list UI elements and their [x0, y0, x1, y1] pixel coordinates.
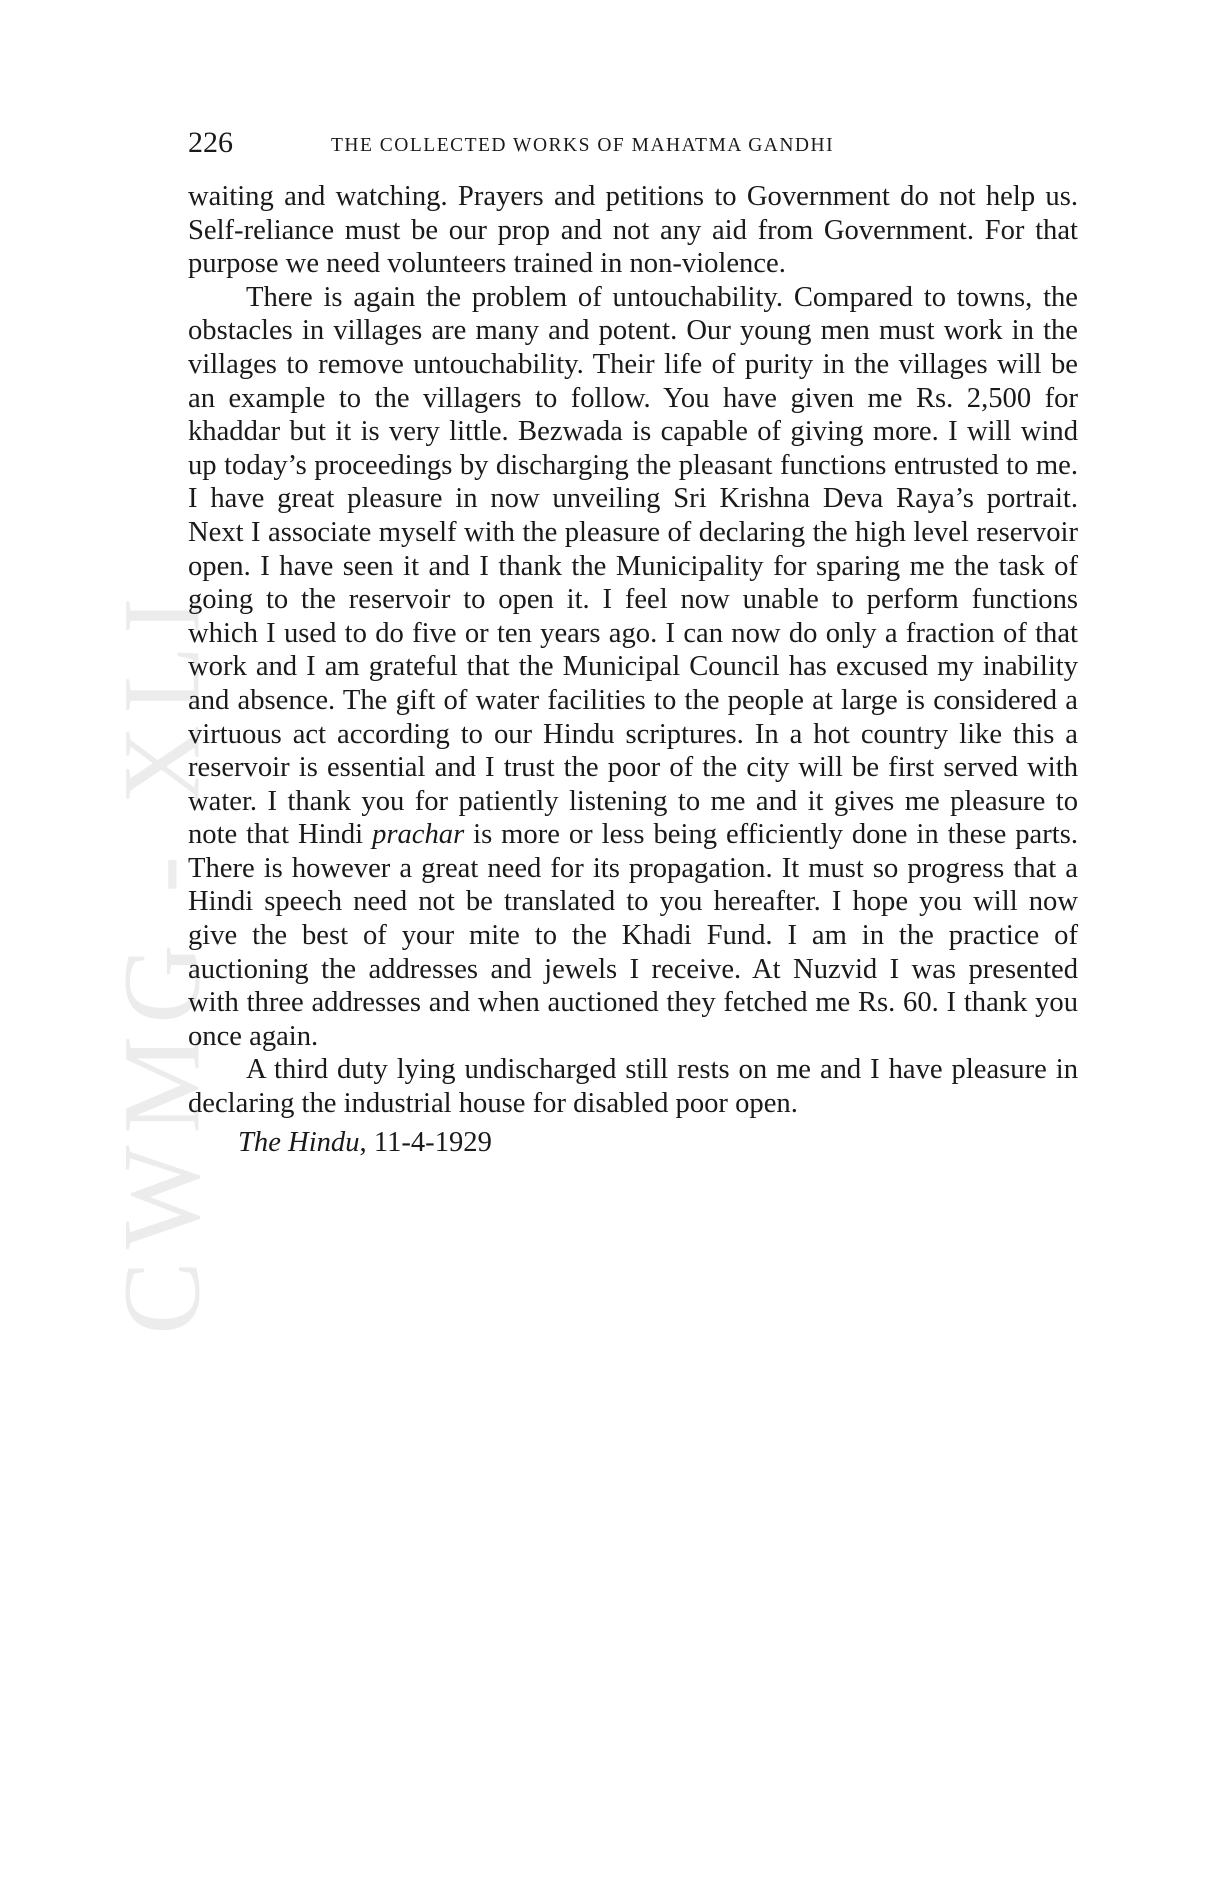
paragraph-2-italic-term: prachar: [372, 819, 465, 851]
source-citation: [188, 1126, 1078, 1160]
body-text: [188, 180, 1078, 1159]
watermark-text: CWMG - XLI: [100, 585, 223, 1335]
paragraph-3: A third duty lying undischarged still rests on me and I have pleasure in declaring the industrial house for disabled poor open.: [188, 1054, 1078, 1120]
book-title: THE COLLECTED WORKS OF MAHATMA GANDHI: [331, 135, 835, 156]
source-date: , 11-4-1929: [359, 1126, 492, 1158]
page-number: 226: [188, 126, 233, 159]
source-publication: The Hindu: [238, 1126, 360, 1158]
paragraph-2: [188, 281, 1078, 1054]
running-head: [188, 126, 1078, 166]
paragraph-2-text-a: There is again the problem of untouchability. Compared to towns, the obstacles in villages are many and potent. Our young men must work in the villages to remove untouchability. Their life of purity in the villages will be an example to the villagers to follow. You have given me Rs. 2,500 for khaddar but it is very little. Bezwada is capable of giving more. I will wind up today’s proceedings by discharging the pleasant functions entrusted to me. I have great pleasure in now unveiling Sri Krishna Deva Raya’s portrait. Next I associate myself with the pleasure of declaring the high level reservoir open. I have seen it and I thank the Municipality for sparing me the task of going to the reservoir to open it. I feel now unable to perform functions which I used to do five or ten years ago. I can now do only a fraction of that work and I am grateful that the Municipal Council has excused my inability and absence. The gift of water facilities to the people at large is considered a virtuous act according to our Hindu scriptures. In a hot country like this a reservoir is essential and I trust the poor of the city will be first served with water. I thank you for patiently listening to me and it gives me pleasure to note that Hindi: [188, 281, 1078, 851]
paragraph-2-text-b: is more or less being efficiently done in these parts. There is however a great need for its propagation. It must so progress that a Hindi speech need not be translated to you hereafter. I hope you will now give the best of your mite to the Khadi Fund. I am in the practice of auctioning the addresses and jewels I receive. At Nuzvid I was presented with three addresses and when auctioned they fetched me Rs. 60. I thank you once again.: [188, 819, 1078, 1052]
paragraph-1: waiting and watching. Prayers and petitions to Government do not help us. Self-reliance must be our prop and not any aid from Government. For that purpose we need volunteers trained in non-violence.: [188, 181, 1078, 280]
